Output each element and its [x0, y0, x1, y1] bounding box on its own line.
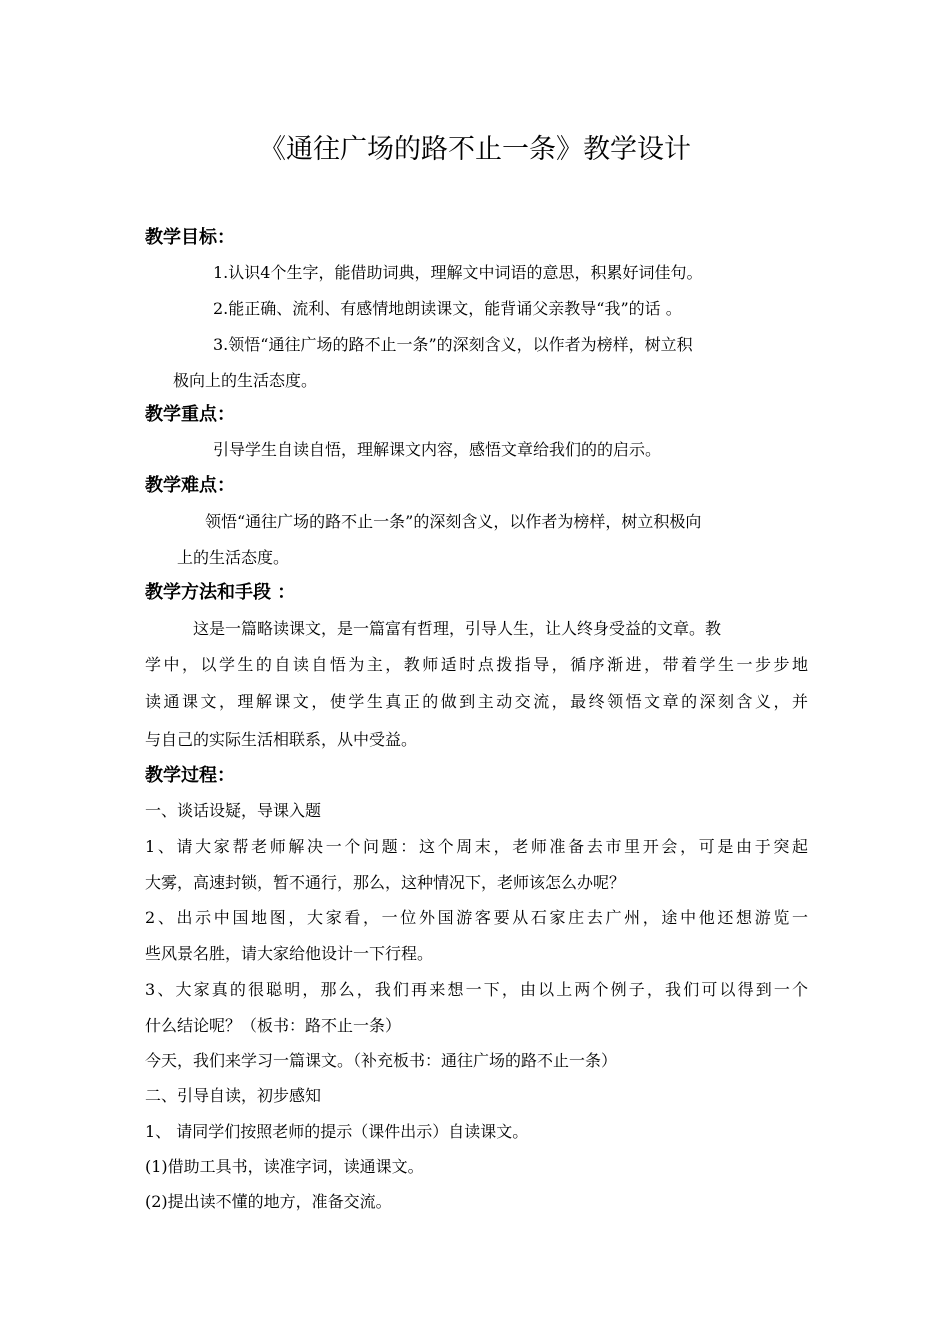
methods-line-3: 读通课文，理解课文，使学生真正的做到主动交流，最终领悟文章的深刻含义，并 — [145, 692, 808, 711]
paragraph-2-line-2: 些风景名胜，请大家给他设计一下行程。 — [145, 944, 434, 963]
objectives-heading: 教学目标： — [145, 227, 235, 248]
methods-line-1: 这是一篇略读课文，是一篇富有哲理，引导人生，让人终身受益的文章。教 — [193, 619, 722, 638]
objective-item-2: 2.能正确、流利、有感情地朗读课文，能背诵父亲教导“我”的话 。 — [213, 299, 682, 318]
paragraph-7: (2)提出读不懂的地方，准备交流。 — [145, 1192, 392, 1211]
difficulties-line-2: 上的生活态度。 — [177, 548, 290, 567]
methods-heading: 教学方法和手段 ： — [145, 582, 296, 603]
paragraph-2-line-1: 2、出示中国地图，大家看，一位外国游客要从石家庄去广州，途中他还想游览一 — [145, 908, 808, 927]
section-2-title: 二、引导自读，初步感知 — [145, 1086, 322, 1105]
methods-line-2: 学中，以学生的自读自悟为主，教师适时点拨指导，循序渐进，带着学生一步步地 — [145, 655, 808, 674]
section-1-title: 一、谈话设疑，导课入题 — [145, 801, 322, 820]
document-title: 《通往广场的路不止一条》教学设计 — [259, 134, 691, 165]
paragraph-6: (1)借助工具书，读准字词，读通课文。 — [145, 1157, 424, 1176]
paragraph-5: 1、 请同学们按照老师的提示（课件出示）自读课文。 — [145, 1122, 529, 1141]
key-points-text: 引导学生自读自悟，理解课文内容，感悟文章给我们的的启示。 — [213, 440, 662, 459]
paragraph-1-line-2: 大雾，高速封锁，暂不通行，那么，这种情况下，老师该怎么办呢？ — [145, 873, 626, 892]
difficulties-heading: 教学难点： — [145, 475, 235, 496]
process-heading: 教学过程： — [145, 765, 235, 786]
objective-item-1: 1.认识4个生字，能借助词典，理解文中词语的意思，积累好词佳句。 — [213, 263, 703, 282]
objective-item-3-line-2: 极向上的生活态度。 — [173, 371, 318, 390]
methods-line-4: 与自己的实际生活相联系，从中受益。 — [145, 730, 418, 749]
key-points-heading: 教学重点： — [145, 404, 235, 425]
paragraph-3-line-1: 3、大家真的很聪明，那么，我们再来想一下，由以上两个例子，我们可以得到一个 — [145, 980, 808, 999]
paragraph-1-line-1: 1、请大家帮老师解决一个问题：这个周末，老师准备去市里开会，可是由于突起 — [145, 837, 808, 856]
difficulties-line-1: 领悟“通往广场的路不止一条”的深刻含义，以作者为榜样，树立积极向 — [205, 512, 702, 531]
paragraph-3-line-2: 什么结论呢？（板书：路不止一条） — [145, 1016, 402, 1035]
paragraph-4: 今天，我们来学习一篇课文。（补充板书：通往广场的路不止一条） — [145, 1051, 618, 1070]
objective-item-3-line-1: 3.领悟“通往广场的路不止一条”的深刻含义，以作者为榜样，树立积 — [213, 335, 693, 354]
